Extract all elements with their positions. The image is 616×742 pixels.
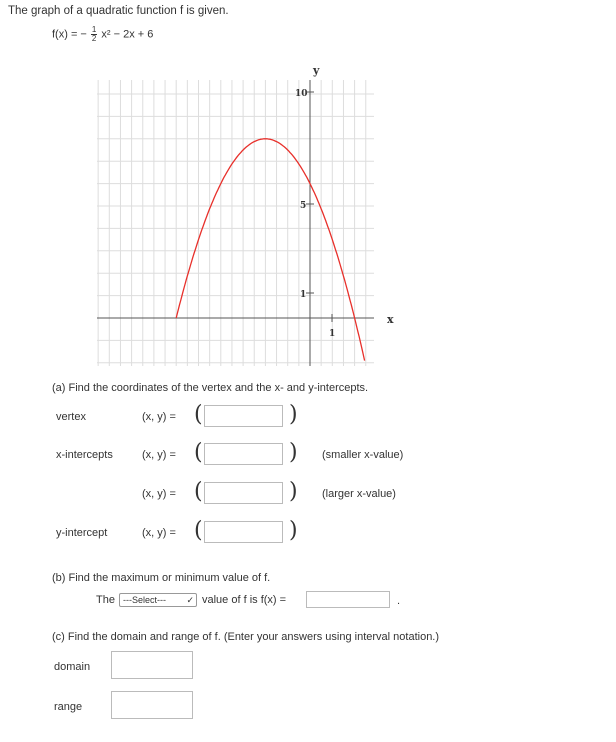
function-rest: x² − 2x + 6 bbox=[101, 28, 154, 41]
y-intercept-input[interactable] bbox=[204, 521, 283, 543]
x-intercept-larger-input[interactable] bbox=[204, 482, 283, 504]
range-input[interactable] bbox=[111, 691, 193, 719]
problem-intro: The graph of a quadratic function f is given. bbox=[8, 5, 229, 17]
tick-label-y1: 1 bbox=[300, 290, 307, 300]
domain-input[interactable] bbox=[111, 651, 193, 679]
xint-small-open-paren: ( bbox=[194, 440, 203, 465]
part-c-question: (c) Find the domain and range of f. (Enter your answers using interval notation.) bbox=[52, 631, 440, 643]
value-of-f-text: value of f is f(x) = bbox=[202, 594, 287, 606]
xint-small-xy-label: (x, y) = bbox=[142, 449, 176, 461]
tick-label-y5: 5 bbox=[300, 201, 307, 211]
max-min-select[interactable] bbox=[119, 593, 197, 607]
vertex-xy-label: (x, y) = bbox=[142, 411, 176, 423]
yint-close-paren: ) bbox=[289, 518, 298, 543]
y-intercept-label: y-intercept bbox=[56, 527, 108, 539]
tick-label-x1: 1 bbox=[329, 329, 336, 339]
larger-x-note: (larger x-value) bbox=[322, 488, 396, 500]
xint-large-xy-label: (x, y) = bbox=[142, 488, 176, 500]
max-min-value-input[interactable] bbox=[306, 591, 390, 608]
parabola-curve bbox=[176, 139, 364, 361]
tick-label-y10: 10 bbox=[295, 89, 308, 99]
vertex-open-paren: ( bbox=[194, 402, 203, 427]
x-intercepts-label: x-intercepts bbox=[56, 449, 113, 461]
xint-large-open-paren: ( bbox=[194, 479, 203, 504]
yint-open-paren: ( bbox=[194, 518, 203, 543]
range-label: range bbox=[54, 701, 83, 713]
select-value: ---Select--- bbox=[123, 595, 166, 605]
chevron-down-icon: ✓ bbox=[186, 595, 194, 605]
part-b-question: (b) Find the maximum or minimum value of f. bbox=[52, 572, 271, 584]
part-a-question: (a) Find the coordinates of the vertex and the x- and y-intercepts. bbox=[52, 382, 369, 394]
period: . bbox=[397, 595, 401, 607]
x-intercept-smaller-input[interactable] bbox=[204, 443, 283, 465]
y-axis-label: y bbox=[313, 64, 320, 77]
yint-xy-label: (x, y) = bbox=[142, 527, 176, 539]
function-prefix: f(x) = − bbox=[52, 28, 87, 41]
x-axis-label: x bbox=[387, 313, 394, 326]
vertex-label: vertex bbox=[56, 411, 86, 423]
xint-small-close-paren: ) bbox=[289, 440, 298, 465]
domain-label: domain bbox=[54, 661, 91, 673]
smaller-x-note: (smaller x-value) bbox=[322, 449, 404, 461]
the-text: The bbox=[96, 594, 115, 606]
vertex-input[interactable] bbox=[204, 405, 283, 427]
graph-grid bbox=[97, 80, 374, 366]
xint-large-close-paren: ) bbox=[289, 479, 298, 504]
fraction-numerator: 1 bbox=[91, 25, 97, 34]
vertex-close-paren: ) bbox=[289, 402, 298, 427]
fraction-denominator: 2 bbox=[91, 34, 97, 43]
